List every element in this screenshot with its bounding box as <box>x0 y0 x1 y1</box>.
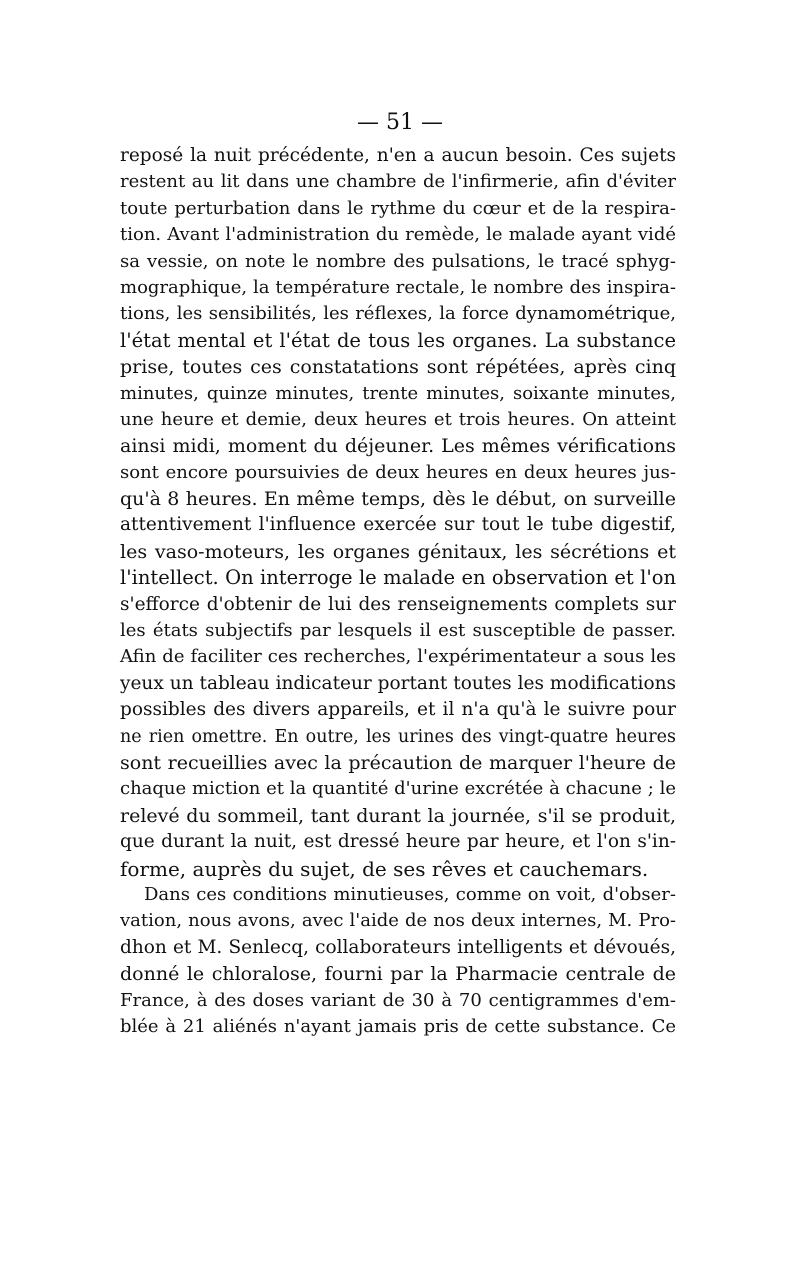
text-line: qu'à 8 heures. En même temps, dès le début, on surveille <box>120 488 676 511</box>
text-line: Afin de faciliter ces recherches, l'expérimentateur a sous les <box>120 646 676 668</box>
text-line: donné le chloralose, fourni par la Pharmacie centrale de <box>120 963 676 986</box>
text-line: que durant la nuit, est dressé heure par heure, et l'on s'in- <box>120 831 676 853</box>
text-line: tions, les sensibilités, les réflexes, la force dynamométrique, <box>120 303 676 325</box>
text-line: les états subjectifs par lesquels il est susceptible de passer. <box>120 620 676 642</box>
text-line: France, à des doses variant de 30 à 70 centigrammes d'em- <box>120 989 676 1011</box>
text-line: les vaso-moteurs, les organes génitaux, les sécrétions et <box>120 540 676 563</box>
paragraph-start-line: Dans ces conditions minutieuses, comme on voit, d'obser- <box>144 883 676 905</box>
body-text <box>120 143 676 1040</box>
text-line: prise, toutes ces constatations sont répétées, après cinq <box>120 356 676 379</box>
text-line: sont recueillies avec la précaution de marquer l'heure de <box>120 751 676 774</box>
text-line: relevé du sommeil, tant durant la journée, s'il se produit, <box>120 804 676 827</box>
text-line: blée à 21 aliénés n'ayant jamais pris de cette substance. Ce <box>120 1015 676 1037</box>
text-line: tion. Avant l'administration du remède, le malade ayant vidé <box>120 224 676 246</box>
text-line: ne rien omettre. En outre, les urines des vingt-quatre heures <box>120 726 676 747</box>
text-line: reposé la nuit précédente, n'en a aucun besoin. Ces sujets <box>120 145 676 166</box>
page-number: — 51 — <box>357 110 443 135</box>
text-line: l'état mental et l'état de tous les organes. La substance <box>120 328 676 352</box>
text-line: yeux un tableau indicateur portant toutes les modifications <box>120 672 676 694</box>
text-line: chaque miction et la quantité d'urine excrétée à chacune ; le <box>120 778 676 800</box>
paragraph-end-line: forme, auprès du sujet, de ses rêves et cauchemars. <box>120 856 649 881</box>
text-line: restent au lit dans une chambre de l'infirmerie, afin d'éviter <box>120 171 676 193</box>
text-line: une heure et demie, deux heures et trois heures. On atteint <box>120 408 676 430</box>
text-line: dhon et M. Senlecq, collaborateurs intelligents et dévoués, <box>120 936 676 958</box>
text-line: ainsi midi, moment du déjeuner. Les mêmes vérifications <box>120 435 676 458</box>
text-line: possibles des divers appareils, et il n'a qu'à le suivre pour <box>120 699 676 721</box>
text-line: toute perturbation dans le rythme du cœur et de la respira- <box>120 197 676 219</box>
text-line: s'efforce d'obtenir de lui des renseignements complets sur <box>120 593 676 615</box>
text-line: sa vessie, on note le nombre des pulsations, le tracé sphyg- <box>120 250 676 272</box>
text-line: l'intellect. On interroge le malade en observation et l'on <box>120 566 676 590</box>
text-line: mographique, la température rectale, le nombre des inspira- <box>120 276 676 298</box>
text-line: attentivement l'influence exercée sur tout le tube digestif, <box>120 514 676 536</box>
text-line: minutes, quinze minutes, trente minutes, soixante minutes, <box>120 382 676 404</box>
text-line: vation, nous avons, avec l'aide de nos deux internes, M. Pro- <box>120 910 676 932</box>
text-line: sont encore poursuivies de deux heures en deux heures jus- <box>120 461 676 483</box>
